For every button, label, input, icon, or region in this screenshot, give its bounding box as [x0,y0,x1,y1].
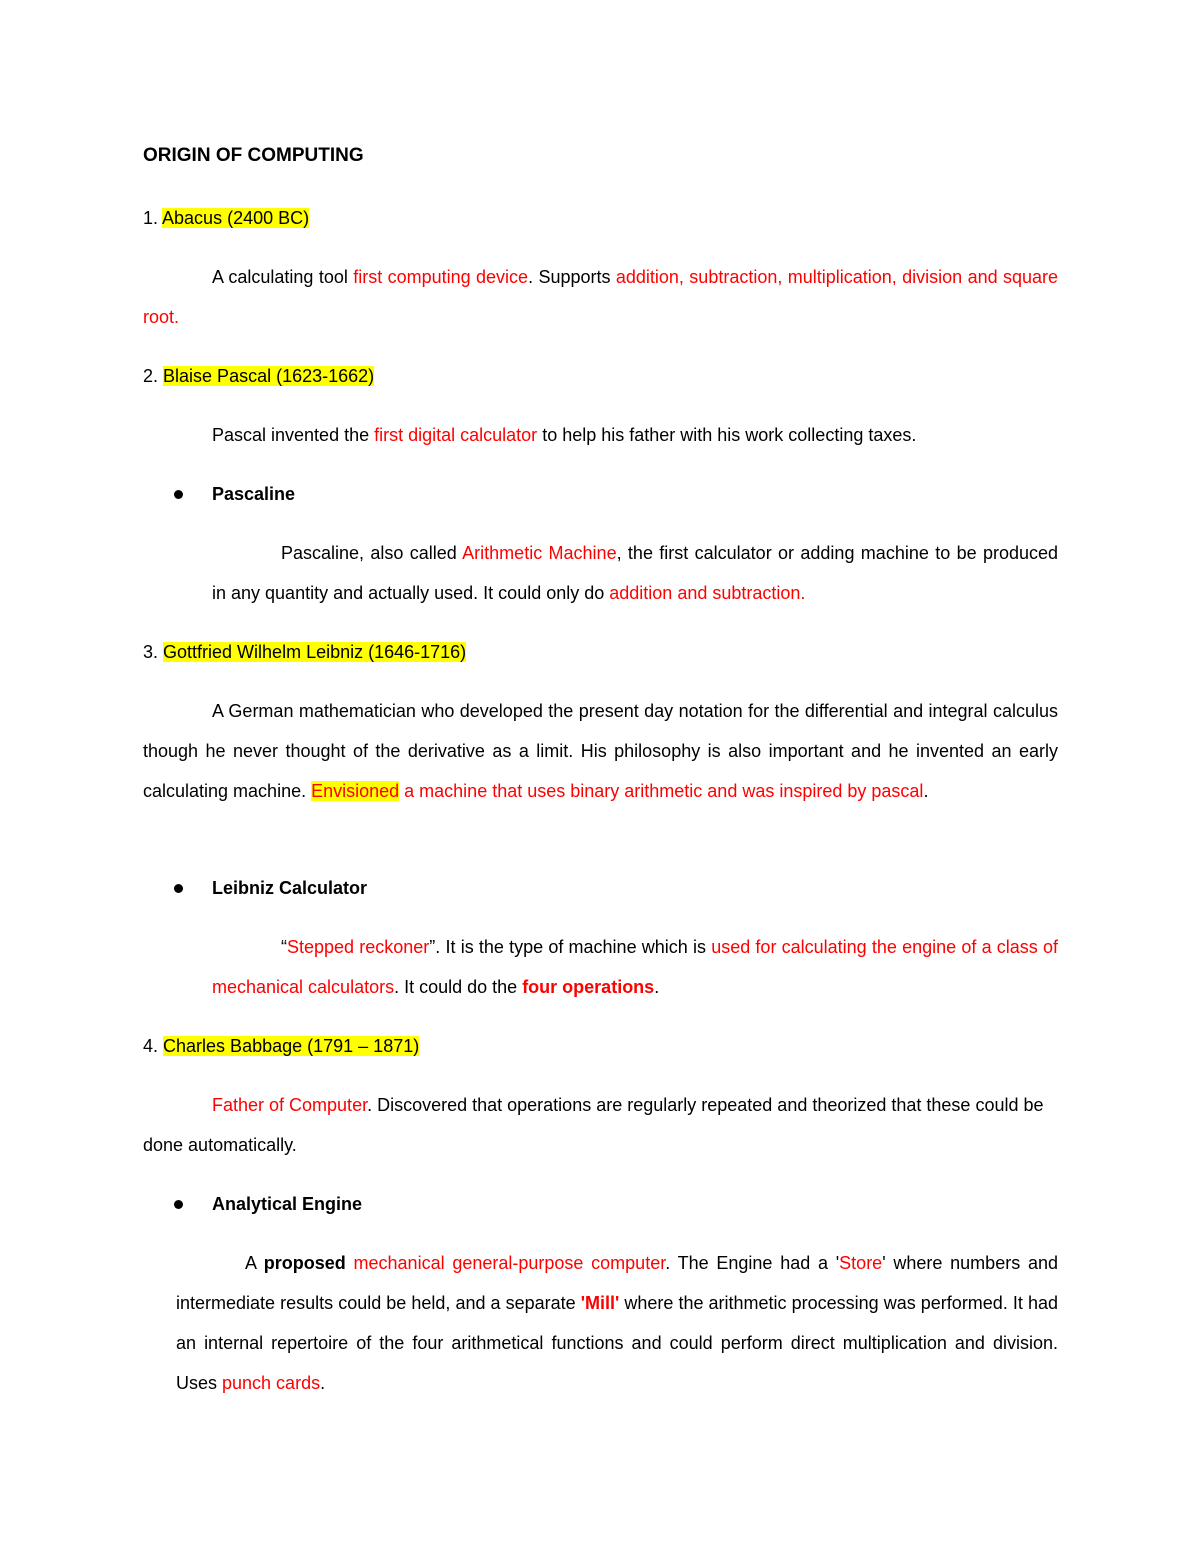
section-number: 2. [143,366,159,386]
document-title: ORIGIN OF COMPUTING [143,145,364,166]
text-run: A calculating tool [212,267,354,287]
bullet-dot-icon [174,1200,183,1209]
bold-text-run: proposed [263,1253,346,1273]
highlighted-red-text-run: Envisioned [311,781,400,801]
section-heading-leibniz [143,632,1058,672]
bullet-dot-icon [174,884,183,893]
section-heading-pascal [143,356,1058,396]
section-number: 4. [143,1036,159,1056]
red-text-run: Father of Computer [212,1095,368,1115]
abacus-paragraph [143,257,1058,337]
text-run: . [320,1373,326,1393]
red-text-run: mechanical general-purpose computer [353,1253,666,1273]
text-run: A German mathematician who developed the present day notation for the differential and integral calculus though he never thought of the derivative as a limit. His philosophy is also important and he invented an early calculating machine. [143,701,1058,801]
pascaline-paragraph [212,533,1058,613]
text-run: , the first calculator or adding machine to be produced in any quantity and actually used. It could only do [212,543,1058,603]
leibniz-paragraph [143,691,1058,811]
red-text-run: addition and subtraction. [609,583,806,603]
red-bold-text-run: 'Mill' [580,1293,620,1313]
section-number: 1. [143,208,159,228]
red-bold-text-run: four operations [522,977,655,997]
bullet-label: Pascaline [212,484,296,504]
text-run: A [245,1253,264,1273]
text-run: where the arithmetic processing was performed. It had an internal repertoire of the four arithmetical functions and could perform direct multiplication and division. Uses [176,1293,1058,1393]
section-number: 3. [143,642,159,662]
red-text-run: Arithmetic Machine [462,543,617,563]
red-text-run: punch cards [222,1373,321,1393]
section-heading-abacus [143,198,1058,238]
pascal-paragraph [143,415,1058,455]
text-run: ' where numbers and intermediate results could be held, and a separate [176,1253,1058,1313]
text-run: . [923,781,929,801]
bullet-label: Leibniz Calculator [212,878,368,898]
section-title-highlight: Charles Babbage (1791 – 1871) [163,1036,420,1056]
red-text-run: first digital calculator [374,425,538,445]
section-title-highlight: Gottfried Wilhelm Leibniz (1646-1716) [163,642,467,662]
text-run [346,1253,354,1273]
section-title-highlight: Blaise Pascal (1623-1662) [163,366,375,386]
section-title-highlight: Abacus (2400 BC) [162,208,310,228]
section-heading-babbage [143,1026,1058,1066]
text-run: . It could do the [394,977,523,997]
text-run: to help his father with his work collecting taxes. [537,425,917,445]
text-run: ”. It is the type of machine which is [429,937,712,957]
text-run: . Supports [528,267,616,287]
red-text-run: Stepped reckoner [287,937,430,957]
bullet-label: Analytical Engine [212,1194,363,1214]
text-run: . [654,977,660,997]
red-text-run: first computing device [353,267,529,287]
text-run: . Discovered that operations are regularly repeated and theorized that these could be done automatically. [143,1095,1044,1155]
text-run: Pascaline, also called [281,543,463,563]
text-run: Pascal invented the [212,425,375,445]
babbage-paragraph [143,1085,1058,1165]
red-text-run: a machine that uses binary arithmetic and was inspired by pascal [399,781,924,801]
leibniz-calculator-paragraph [212,927,1058,1007]
analytical-engine-paragraph [176,1243,1058,1403]
red-text-run: addition, subtraction, multiplication, division and square root. [143,267,1059,327]
red-text-run: Store [839,1253,883,1273]
bullet-dot-icon [174,490,183,499]
red-text-run: used for calculating the engine of a class of mechanical calculators [212,937,1059,997]
text-run: . The Engine had a ' [665,1253,840,1273]
text-run: “ [281,937,287,957]
